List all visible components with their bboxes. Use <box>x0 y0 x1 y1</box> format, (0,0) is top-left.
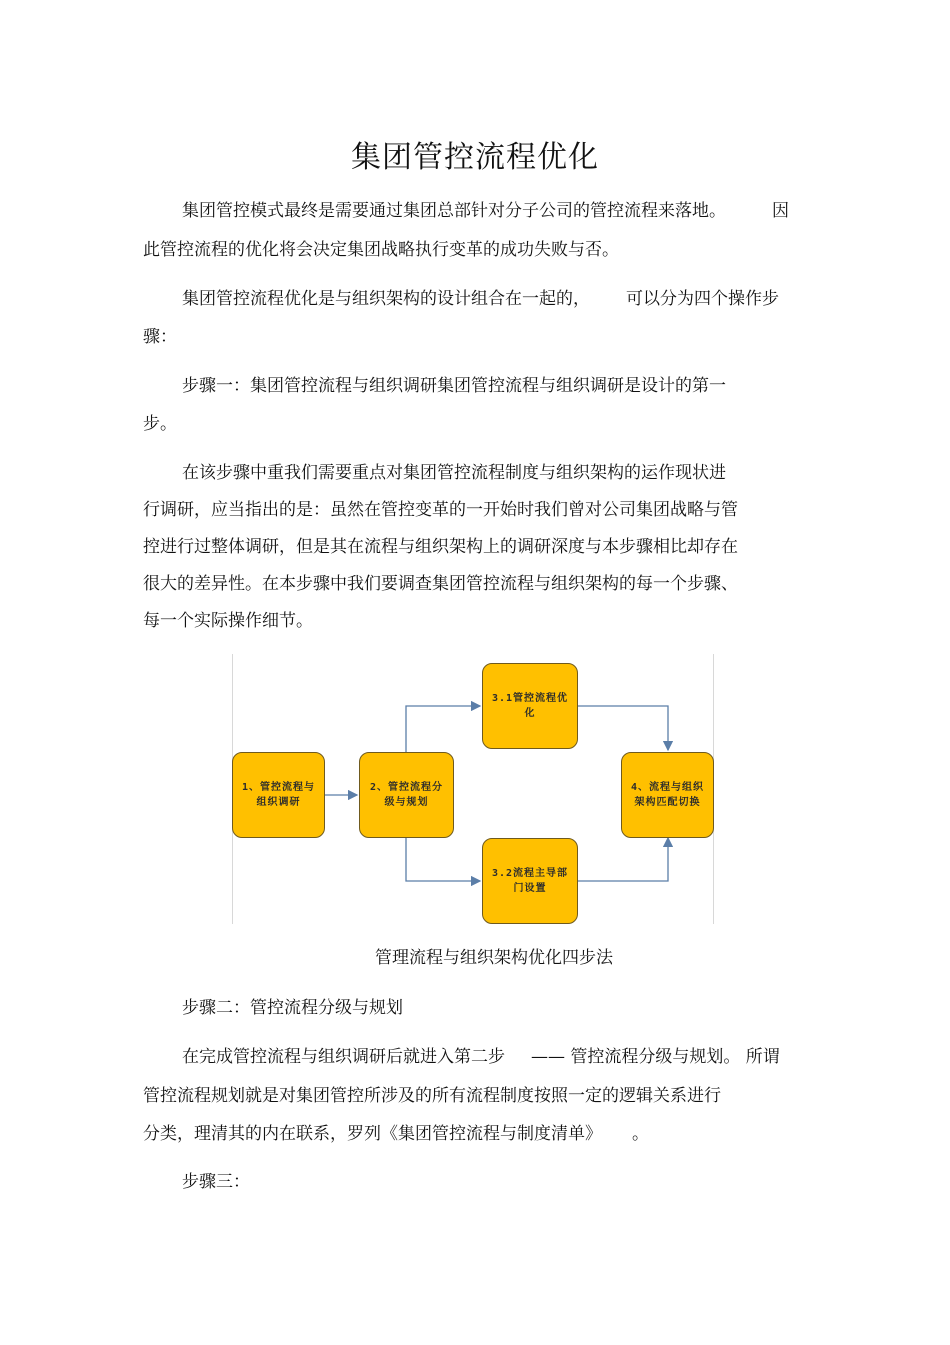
four-step-diagram <box>232 654 714 924</box>
text-line: 。 <box>632 1124 649 1144</box>
text-line: —— 管控流程分级与规划。 所谓 <box>531 1047 780 1067</box>
text-line: 步。 <box>143 414 177 434</box>
text-line: 在该步骤中重我们需要重点对集团管控流程制度与组织架构的运作现状进 <box>182 463 726 483</box>
arrow-2-to-32 <box>406 838 480 881</box>
text-line: 每一个实际操作细节。 <box>143 611 313 631</box>
step-box-3-2: 3.2流程主导部门设置 <box>482 838 578 924</box>
step-box-3-1: 3.1管控流程优化 <box>482 663 578 749</box>
text-line: 很大的差异性。在本步骤中我们要调查集团管控流程与组织架构的每一个步骤、 <box>143 574 738 594</box>
text-line: 因 <box>772 201 789 221</box>
arrow-31-to-4 <box>578 706 668 750</box>
text-line: 此管控流程的优化将会决定集团战略执行变革的成功失败与否。 <box>143 240 619 260</box>
text-line: 集团管控流程优化是与组织架构的设计组合在一起的， <box>182 289 590 309</box>
arrow-32-to-4 <box>578 838 668 881</box>
text-line: 骤： <box>143 327 177 347</box>
text-line: 步骤二：管控流程分级与规划 <box>182 998 403 1018</box>
text-line: 管控流程规划就是对集团管控所涉及的所有流程制度按照一定的逻辑关系进行 <box>143 1086 721 1106</box>
step-box-4: 4、流程与组织架构匹配切换 <box>621 752 714 838</box>
text-line: 控进行过整体调研，但是其在流程与组织架构上的调研深度与本步骤相比却存在 <box>143 537 738 557</box>
text-line: 步骤一：集团管控流程与组织调研集团管控流程与组织调研是设计的第一 <box>182 376 726 396</box>
text-line: 分类，理清其的内在联系，罗列《集团管控流程与制度清单》 <box>143 1124 602 1144</box>
step-box-2: 2、管控流程分级与规划 <box>359 752 454 838</box>
arrow-2-to-31 <box>406 706 480 752</box>
figure-caption: 管理流程与组织架构优化四步法 <box>375 948 613 968</box>
text-line: 行调研，应当指出的是：虽然在管控变革的一开始时我们曾对公司集团战略与管 <box>143 500 738 520</box>
text-line: 可以分为四个操作步 <box>626 289 779 309</box>
text-line: 在完成管控流程与组织调研后就进入第二步 <box>182 1047 505 1067</box>
text-line: 步骤三： <box>182 1172 250 1192</box>
text-line: 集团管控模式最终是需要通过集团总部针对分子公司的管控流程来落地。 <box>182 201 726 221</box>
document-title: 集团管控流程优化 <box>351 140 599 175</box>
step-box-1: 1、管控流程与组织调研 <box>232 752 325 838</box>
